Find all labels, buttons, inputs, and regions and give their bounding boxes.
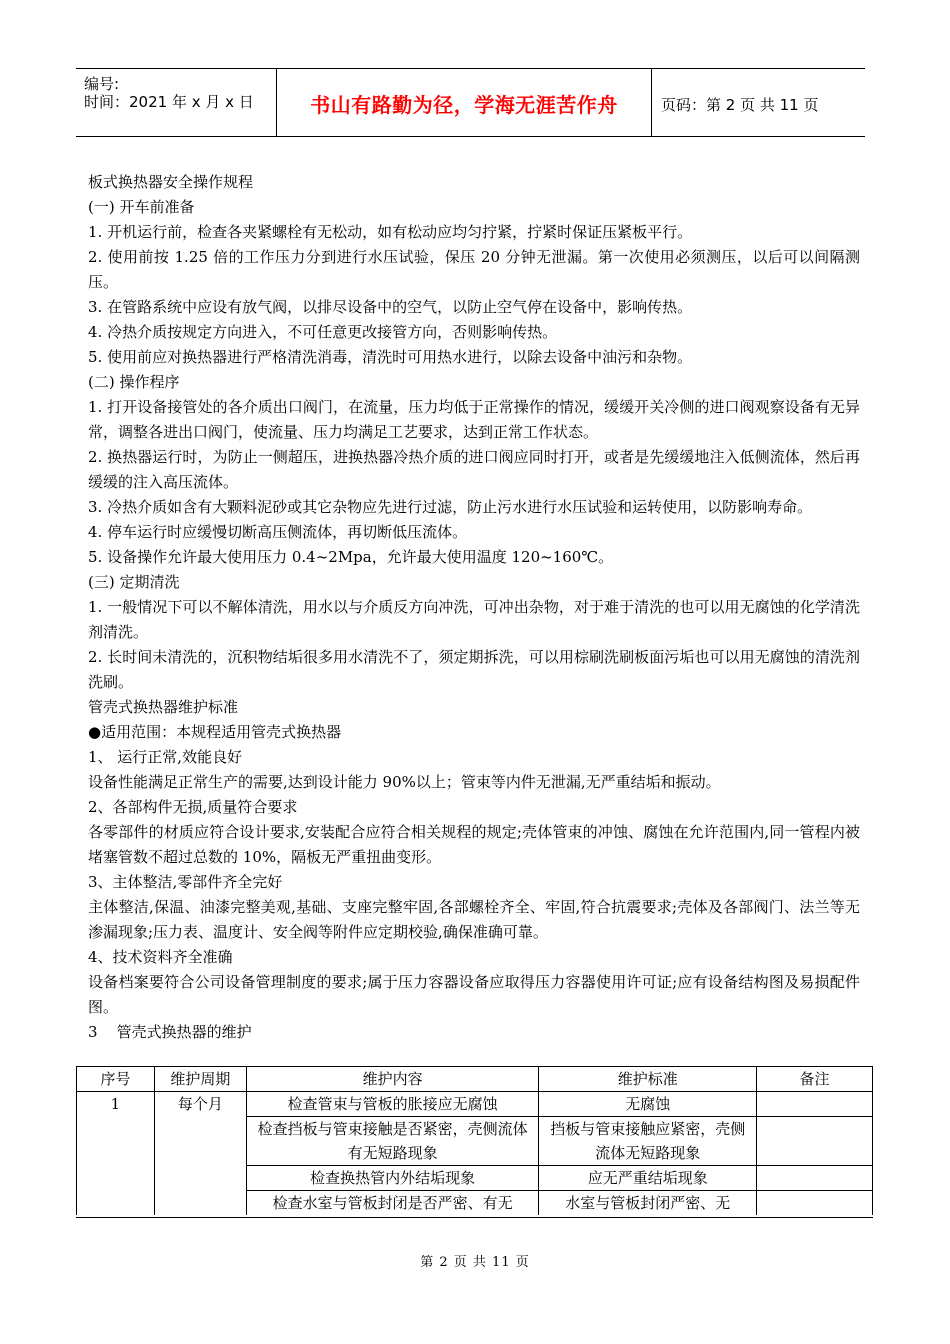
row-note bbox=[757, 1092, 873, 1117]
document-number-label: 编号: bbox=[84, 75, 120, 93]
row-number: 1 bbox=[77, 1092, 155, 1216]
table-header-row bbox=[77, 1067, 873, 1092]
subsection-heading: (三) 定期清洗 bbox=[88, 573, 180, 591]
row-note bbox=[757, 1191, 873, 1216]
section-title: 管壳式换热器维护标准 bbox=[88, 698, 239, 716]
row-note bbox=[757, 1166, 873, 1191]
header-standard: 维护标准 bbox=[539, 1067, 757, 1092]
paragraph: 5. 设备操作允许最大使用压力 0.4~2Mpa，允许最大使用温度 120~160℃。 bbox=[88, 548, 614, 566]
section-title: 板式换热器安全操作规程 bbox=[88, 173, 254, 191]
paragraph: 2. 使用前按 1.25 倍的工作压力分到进行水压试验，保压 20 分钟无泄漏。第一次使用必须测压，以后可以间隔测压。 bbox=[88, 248, 860, 291]
header-left-cell bbox=[76, 69, 276, 136]
maintenance-table bbox=[76, 1066, 873, 1215]
table-caption: 3 管壳式换热器的维护 bbox=[88, 1023, 252, 1041]
row-content: 检查水室与管板封闭是否严密、有无 bbox=[246, 1191, 539, 1216]
header-number: 序号 bbox=[77, 1067, 155, 1092]
item-heading: 3、主体整洁,零部件齐全完好 bbox=[88, 873, 283, 891]
document-body bbox=[88, 170, 860, 1045]
row-period: 每个月 bbox=[154, 1092, 246, 1216]
row-standard: 应无严重结垢现象 bbox=[539, 1166, 757, 1191]
header-motto-cell bbox=[276, 69, 652, 136]
row-standard: 无腐蚀 bbox=[539, 1092, 757, 1117]
paragraph: 2. 长时间未清洗的，沉积物结垢很多用水清洗不了，须定期拆洗，可以用棕刷洗刷板面污垢也可以用无腐蚀的清洗剂洗刷。 bbox=[88, 648, 860, 691]
paragraph: 1. 开机运行前，检查各夹紧螺栓有无松动，如有松动应均匀拧紧，拧紧时保证压紧板平行。 bbox=[88, 223, 693, 241]
item-heading: 1、 运行正常,效能良好 bbox=[88, 748, 243, 766]
paragraph: 3. 在管路系统中应设有放气阀，以排尽设备中的空气，以防止空气停在设备中，影响传热。 bbox=[88, 298, 693, 316]
paragraph: 3. 冷热介质如含有大颗料泥砂或其它杂物应先进行过滤，防止污水进行水压试验和运转使用，以防影响寿命。 bbox=[88, 498, 813, 516]
item-heading: 2、各部构件无损,质量符合要求 bbox=[88, 798, 298, 816]
paragraph: 5. 使用前应对换热器进行严格清洗消毒，清洗时可用热水进行，以除去设备中油污和杂物。 bbox=[88, 348, 693, 366]
header-period: 维护周期 bbox=[154, 1067, 246, 1092]
document-time-label: 时间：2021 年 x 月 x 日 bbox=[84, 93, 254, 111]
paragraph: 主体整洁,保温、油漆完整美观,基础、支座完整牢固,各部螺栓齐全、牢固,符合抗震要求;壳体及各部阀门、法兰等无渗漏现象;压力表、温度计、安全阀等附件应定期校验,确保准确可靠。 bbox=[88, 898, 860, 941]
subsection-heading: (一) 开车前准备 bbox=[88, 198, 195, 216]
header-page-info: 页码：第 2 页 共 11 页 bbox=[661, 96, 819, 114]
paragraph: 4. 冷热介质按规定方向进入，不可任意更改接管方向，否则影响传热。 bbox=[88, 323, 558, 341]
row-content: 检查管束与管板的胀接应无腐蚀 bbox=[246, 1092, 539, 1117]
paragraph: 1. 打开设备接管处的各介质出口阀门，在流量，压力均低于正常操作的情况，缓缓开关冷侧的进口阀观察设备有无异常，调整各进出口阀门，使流量、压力均满足工艺要求，达到正常工作状态。 bbox=[88, 398, 860, 441]
row-content: 检查换热管内外结垢现象 bbox=[246, 1166, 539, 1191]
header-motto: 书山有路勤为径，学海无涯苦作舟 bbox=[310, 93, 618, 117]
row-note bbox=[757, 1117, 873, 1166]
page-footer: 第 2 页 共 11 页 bbox=[420, 1255, 530, 1270]
subsection-heading: (二) 操作程序 bbox=[88, 373, 180, 391]
scope-line: ●适用范围：本规程适用管壳式换热器 bbox=[88, 723, 342, 741]
row-standard: 水室与管板封闭严密、无 bbox=[539, 1191, 757, 1216]
paragraph: 各零部件的材质应符合设计要求,安装配合应符合相关规程的规定;壳体管束的冲蚀、腐蚀在允许范围内,同一管程内被堵塞管数不超过总数的 10%，隔板无严重扭曲变形。 bbox=[88, 823, 860, 866]
table-row bbox=[77, 1092, 873, 1117]
paragraph: 1. 一般情况下可以不解体清洗，用水以与介质反方向冲洗，可冲出杂物，对于难于清洗的也可以用无腐蚀的化学清洗剂清洗。 bbox=[88, 598, 860, 641]
paragraph: 4. 停车运行时应缓慢切断高压侧流体，再切断低压流体。 bbox=[88, 523, 468, 541]
row-content: 检查挡板与管束接触是否紧密，壳侧流体有无短路现象 bbox=[246, 1117, 539, 1166]
paragraph: 设备性能满足正常生产的需要,达到设计能力 90%以上；管束等内件无泄漏,无严重结垢和振动。 bbox=[88, 773, 721, 791]
header-page-cell bbox=[651, 69, 865, 136]
table-bottom-line bbox=[76, 1217, 873, 1218]
page-header bbox=[76, 68, 865, 137]
header-note: 备注 bbox=[757, 1067, 873, 1092]
paragraph: 设备档案要符合公司设备管理制度的要求;属于压力容器设备应取得压力容器使用许可证;应有设备结构图及易损配件图。 bbox=[88, 973, 860, 1016]
header-content: 维护内容 bbox=[246, 1067, 539, 1092]
row-standard: 挡板与管束接触应紧密，壳侧流体无短路现象 bbox=[539, 1117, 757, 1166]
paragraph: 2. 换热器运行时，为防止一侧超压，进换热器冷热介质的进口阀应同时打开，或者是先缓缓地注入低侧流体，然后再缓缓的注入高压流体。 bbox=[88, 448, 860, 491]
item-heading: 4、技术资料齐全准确 bbox=[88, 948, 233, 966]
